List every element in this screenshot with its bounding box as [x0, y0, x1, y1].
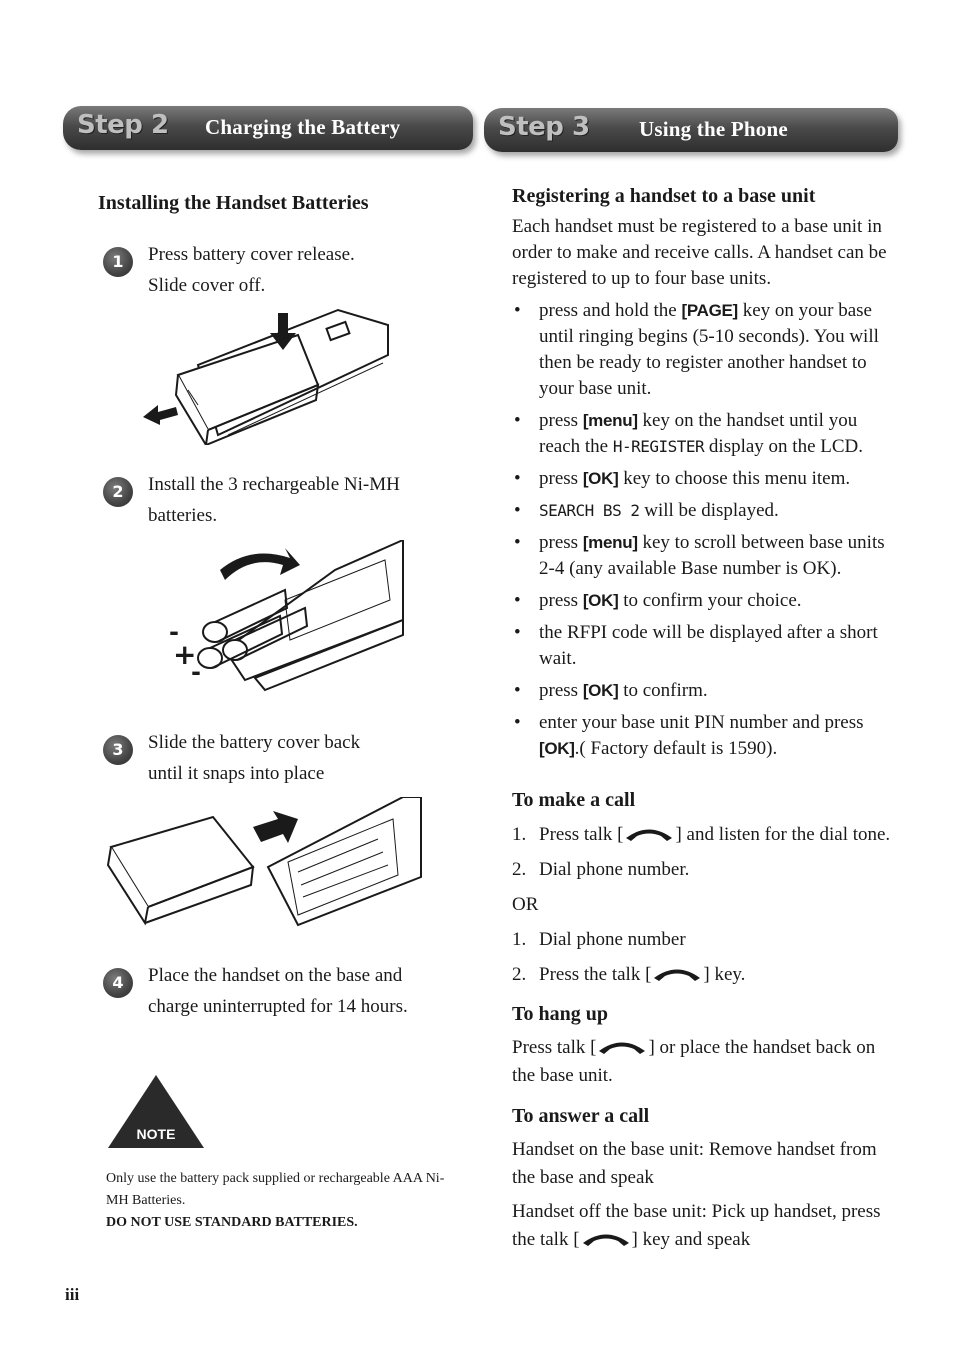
remove-cover-illustration [138, 305, 398, 445]
key-label: [OK] [582, 469, 619, 488]
installing-heading: Installing the Handset Batteries [98, 192, 369, 214]
svg-text:-: - [191, 658, 201, 686]
note-warning: DO NOT USE STANDARD BATTERIES. [106, 1215, 358, 1230]
step2-label: Step 2 [77, 110, 169, 140]
hang-up-text: Press talk [ ] or place the handset back on the base unit. [512, 1037, 876, 1086]
list-item: 2. Dial phone number. [512, 859, 690, 880]
step-text [148, 727, 448, 789]
step3-label: Step 3 [498, 112, 590, 142]
talk-key-icon [623, 825, 675, 843]
list-item: • press and hold the [PAGE] key on your base until ringing begins (5-10 seconds). You will then be ready to register another handset to your base unit. [512, 298, 892, 402]
slide-cover-illustration [103, 797, 423, 937]
lcd-text: H-REGISTER [612, 437, 705, 456]
key-label: [OK] [539, 739, 575, 758]
insert-batteries-illustration [165, 540, 410, 700]
step-number-badge: 4 [103, 968, 133, 998]
registering-heading: Registering a handset to a base unit [512, 185, 816, 207]
step-line: until it snaps into place [148, 763, 325, 784]
step3-banner [484, 108, 898, 152]
make-call-heading: To make a call [512, 789, 636, 811]
note-body: Only use the battery pack supplied or rechargeable AAA Ni-MH Batteries. [106, 1171, 445, 1208]
key-label: [PAGE] [681, 301, 738, 320]
note-text [106, 1168, 451, 1234]
step-number-badge: 2 [103, 477, 133, 507]
svg-text:+: + [173, 638, 197, 671]
list-item: • SEARCH BS 2 will be displayed. [512, 498, 892, 524]
step-text [148, 239, 448, 301]
list-item: • enter your base unit PIN number and press [OK].( Factory default is 1590). [512, 710, 892, 762]
step-number-badge: 1 [103, 247, 133, 277]
step3-title: Using the Phone [639, 117, 788, 141]
registering-intro: Each handset must be registered to a base unit in order to make and receive calls. A handset can be registered to up to four base units. [512, 216, 887, 289]
step-line: Slide the battery cover back [148, 732, 361, 753]
note-label: NOTE [136, 1126, 176, 1142]
page-number: iii [65, 1285, 80, 1304]
or-text: OR [512, 894, 539, 915]
key-label: [OK] [582, 591, 619, 610]
note-warning-icon [106, 1073, 206, 1151]
step-line: batteries. [148, 505, 218, 526]
step-line: Press battery cover release. [148, 244, 355, 265]
step-line: Slide cover off. [148, 275, 266, 296]
registering-steps [512, 298, 892, 762]
answer-text-2: Handset off the base unit: Pick up handset, press the talk [ ] key and speak [512, 1201, 881, 1250]
list-item: 2. Press the talk [ ] key. [512, 964, 746, 985]
list-item: 1. Press talk [ ] and listen for the dial tone. [512, 824, 891, 845]
key-label: [menu] [582, 411, 638, 430]
make-call-steps [512, 822, 892, 883]
step2-banner [63, 106, 473, 150]
talk-key-icon [580, 1230, 632, 1248]
step2-title: Charging the Battery [205, 115, 401, 139]
key-label: [menu] [582, 533, 638, 552]
step-line: Place the handset on the base and [148, 965, 403, 986]
key-label: [OK] [582, 681, 619, 700]
list-item: • press [menu] key to scroll between base units 2-4 (any available Base number is OK). [512, 530, 892, 582]
step-line: charge uninterrupted for 14 hours. [148, 996, 408, 1017]
svg-text:-: - [169, 618, 179, 646]
right-column [512, 182, 892, 1254]
talk-key-icon [596, 1038, 648, 1056]
lcd-text: SEARCH BS 2 [539, 501, 640, 520]
list-item: • press [menu] key on the handset until you reach the H-REGISTER display on the LCD. [512, 408, 892, 460]
step-line: Install the 3 rechargeable Ni-MH [148, 474, 400, 495]
list-item: 1. Dial phone number [512, 929, 686, 950]
list-item: • the RFPI code will be displayed after a short wait. [512, 620, 892, 672]
list-item: • press [OK] to confirm your choice. [512, 588, 892, 614]
step-text [148, 469, 448, 531]
step-number-badge: 3 [103, 735, 133, 765]
make-call-alt-steps [512, 927, 892, 988]
answer-call-heading: To answer a call [512, 1105, 650, 1127]
step-text [148, 960, 468, 1022]
answer-text-1: Handset on the base unit: Remove handset from the base and speak [512, 1139, 877, 1188]
list-item: • press [OK] to confirm. [512, 678, 892, 704]
hang-up-heading: To hang up [512, 1003, 608, 1025]
talk-key-icon [651, 965, 703, 983]
list-item: • press [OK] key to choose this menu item. [512, 466, 892, 492]
